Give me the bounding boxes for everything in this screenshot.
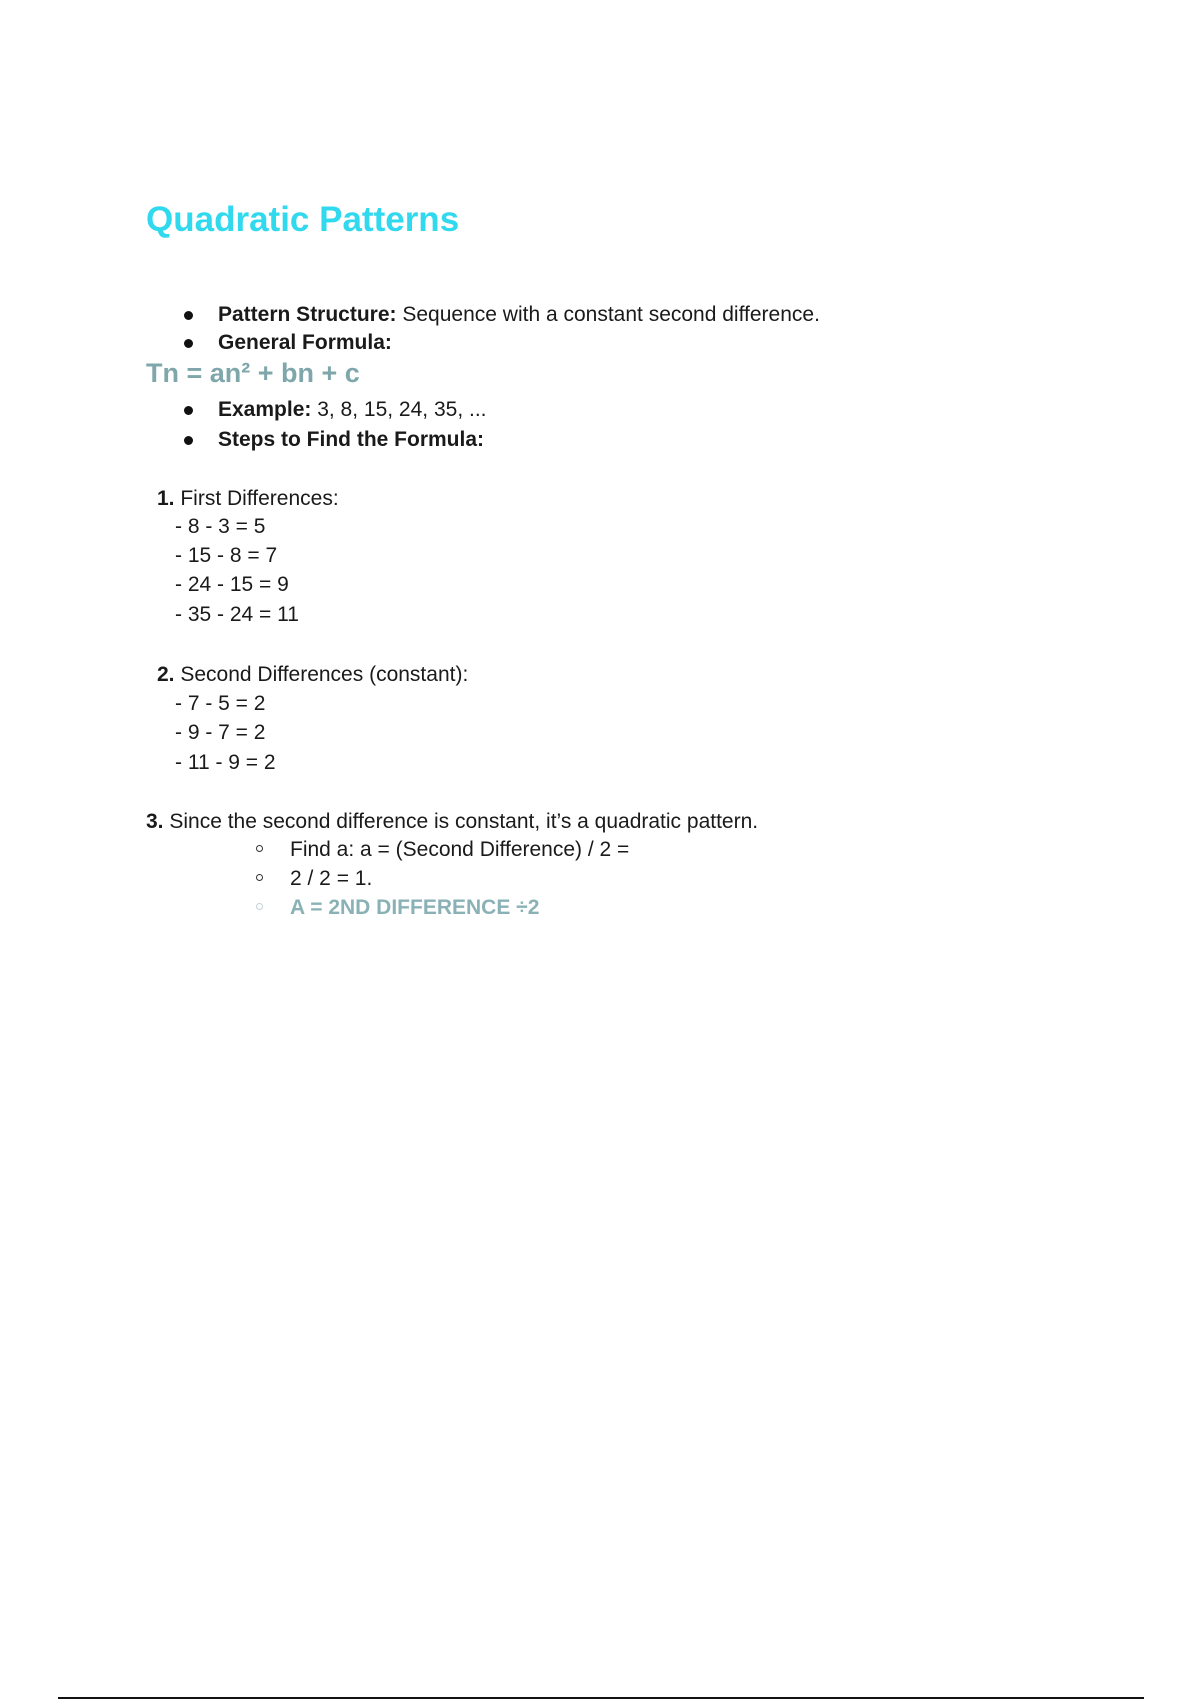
bullet-body: 3, 8, 15, 24, 35, ...	[311, 398, 487, 421]
hollow-bullet-icon	[256, 845, 263, 852]
list-item: - 35 - 24 = 11	[175, 603, 299, 626]
hollow-bullet-icon	[256, 874, 263, 881]
hollow-bullet-icon	[256, 903, 263, 910]
bullet-icon	[184, 311, 193, 320]
bullet-text	[218, 304, 820, 325]
bullet-label: Pattern Structure:	[218, 303, 397, 326]
bullet-text	[218, 429, 484, 450]
step-number: 3.	[146, 810, 164, 833]
sub-item-text: Find a: a = (Second Difference) / 2 =	[290, 838, 630, 861]
bullet-text	[218, 399, 487, 420]
page-bottom-rule	[58, 1697, 1144, 1699]
bullet-label: General Formula:	[218, 331, 392, 354]
bullet-icon	[184, 406, 193, 415]
list-item: - 8 - 3 = 5	[175, 515, 266, 538]
list-item: - 7 - 5 = 2	[175, 692, 266, 715]
bullet-label: Example:	[218, 398, 312, 421]
list-item: - 15 - 8 = 7	[175, 544, 278, 567]
general-formula: Tn = an² + bn + c	[146, 358, 360, 388]
list-item: - 11 - 9 = 2	[175, 751, 276, 774]
step-3-heading	[146, 811, 758, 832]
bullet-label: Steps to Find the Formula:	[218, 428, 484, 451]
step-1-heading	[157, 488, 339, 509]
list-item: - 9 - 7 = 2	[175, 721, 266, 744]
bullet-icon	[184, 339, 193, 348]
step-heading-text: First Differences:	[174, 487, 339, 510]
bullet-icon	[184, 436, 193, 445]
step-heading-text: Second Differences (constant):	[174, 663, 469, 686]
step-heading-text: Since the second difference is constant, it’s a quadratic pattern.	[163, 810, 759, 833]
bullet-text	[218, 332, 392, 353]
step-number: 2.	[157, 663, 175, 686]
bullet-body: Sequence with a constant second difference.	[396, 303, 820, 326]
step-number: 1.	[157, 487, 175, 510]
sub-item-text-highlight: A = 2ND DIFFERENCE ÷2	[290, 896, 540, 919]
page-title: Quadratic Patterns	[146, 200, 460, 239]
list-item: - 24 - 15 = 9	[175, 573, 289, 596]
step-2-heading	[157, 664, 468, 685]
sub-item-text: 2 / 2 = 1.	[290, 867, 373, 890]
